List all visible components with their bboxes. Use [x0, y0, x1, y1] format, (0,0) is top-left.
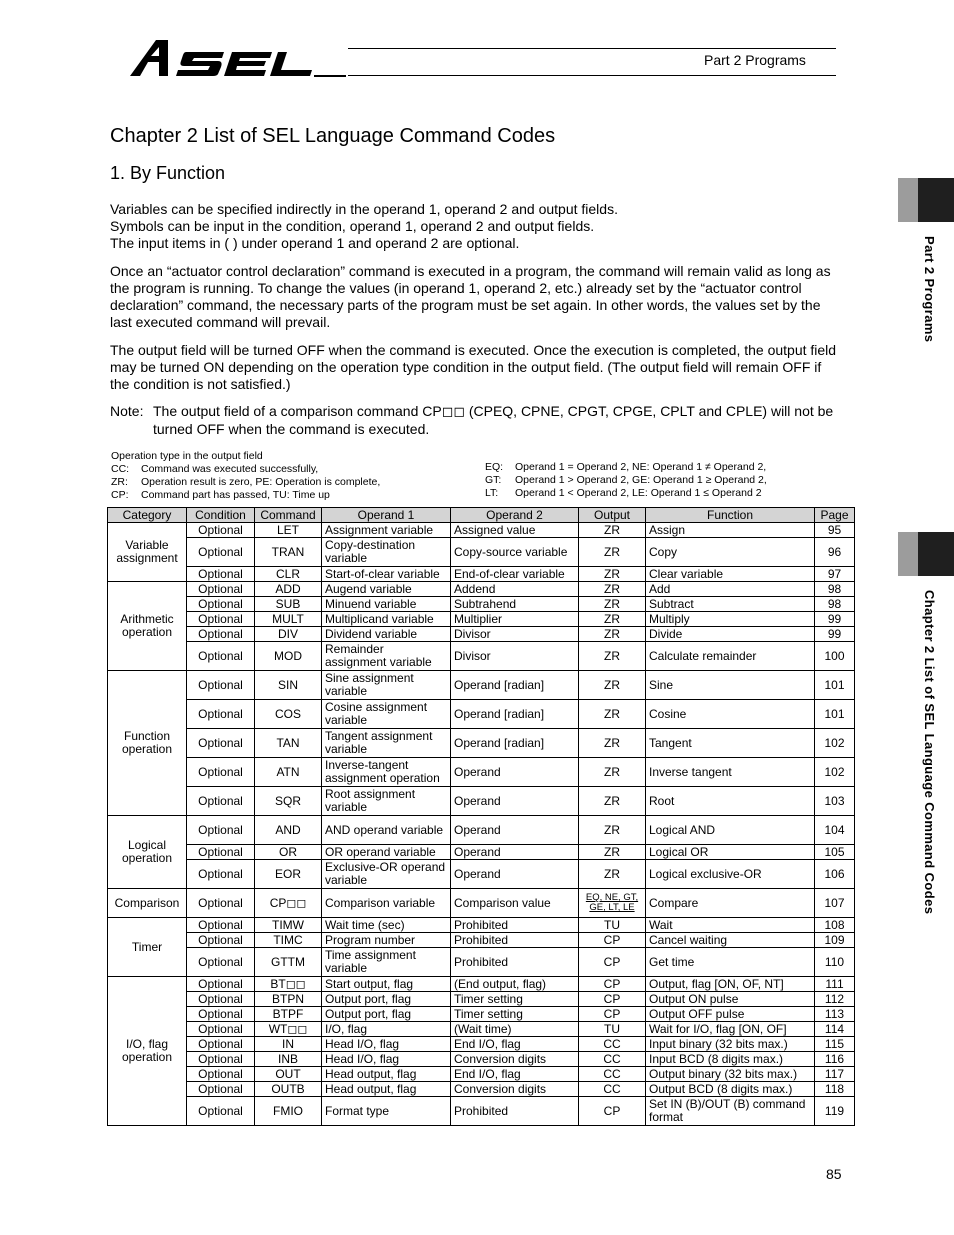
table-cell: CC	[579, 1067, 646, 1082]
table-cell: ZR	[579, 729, 646, 758]
table-cell: Cancel waiting	[646, 933, 815, 948]
table-cell: Optional	[187, 1052, 255, 1067]
table-cell: Output port, flag	[322, 1007, 451, 1022]
table-cell: Output binary (32 bits max.)	[646, 1067, 815, 1082]
table-cell: Sine	[646, 671, 815, 700]
table-row	[108, 523, 855, 538]
table-cell: Root assignment variable	[322, 787, 451, 816]
table-cell: OUTB	[255, 1082, 322, 1097]
table-cell: Optional	[187, 787, 255, 816]
table-cell: Operand [radian]	[451, 729, 579, 758]
table-cell: Input BCD (8 digits max.)	[646, 1052, 815, 1067]
table-cell: Start output, flag	[322, 977, 451, 992]
table-cell: Divisor	[451, 642, 579, 671]
table-cell: Output OFF pulse	[646, 1007, 815, 1022]
table-cell: Minuend variable	[322, 597, 451, 612]
side-tab-chapter-label: Chapter 2 List of SEL Language Command Codes	[922, 590, 937, 915]
table-cell: Operand	[451, 860, 579, 889]
table-cell: Optional	[187, 700, 255, 729]
table-cell: Multiplicand variable	[322, 612, 451, 627]
table-cell: IN	[255, 1037, 322, 1052]
table-cell: Logical AND	[646, 816, 815, 845]
table-cell: CP	[579, 948, 646, 977]
table-cell: Wait for I/O, flag [ON, OF]	[646, 1022, 815, 1037]
category-cell: Arithmetic operation	[108, 582, 187, 671]
legend-comparison	[485, 461, 767, 500]
header-rule-bottom	[348, 75, 836, 76]
column-header: Output	[579, 508, 646, 523]
category-cell: Logical operation	[108, 816, 187, 889]
table-row	[108, 977, 855, 992]
table-cell: SUB	[255, 597, 322, 612]
table-cell: Head output, flag	[322, 1067, 451, 1082]
table-cell: Inverse tangent	[646, 758, 815, 787]
table-cell: EOR	[255, 860, 322, 889]
table-cell: 112	[815, 992, 855, 1007]
table-cell: Optional	[187, 816, 255, 845]
table-cell: Subtract	[646, 597, 815, 612]
table-cell: Program number	[322, 933, 451, 948]
table-cell: EQ, NE, GT, GE, LT, LE	[579, 889, 646, 918]
side-tab-marker-chapter	[898, 532, 918, 576]
table-cell: Multiply	[646, 612, 815, 627]
table-cell: Wait time (sec)	[322, 918, 451, 933]
table-cell: Head I/O, flag	[322, 1052, 451, 1067]
table-cell: 108	[815, 918, 855, 933]
table-cell: Optional	[187, 845, 255, 860]
table-cell: Output, flag [ON, OF, NT]	[646, 977, 815, 992]
table-cell: Copy-destination variable	[322, 538, 451, 567]
table-cell: Optional	[187, 933, 255, 948]
table-cell: ZR	[579, 700, 646, 729]
note-label: Note:	[110, 403, 144, 419]
table-cell: 107	[815, 889, 855, 918]
table-cell: Exclusive-OR operand variable	[322, 860, 451, 889]
table-cell: 99	[815, 612, 855, 627]
table-cell: Optional	[187, 567, 255, 582]
table-row	[108, 538, 855, 567]
legend-item: ZR: Operation result is zero, PE: Operation is complete,	[111, 476, 381, 488]
table-cell: 98	[815, 582, 855, 597]
table-cell: Comparison value	[451, 889, 579, 918]
table-cell: Timer setting	[451, 1007, 579, 1022]
table-row	[108, 918, 855, 933]
note	[110, 402, 838, 438]
table-cell: Head output, flag	[322, 1082, 451, 1097]
table-cell: ZR	[579, 597, 646, 612]
table-row	[108, 642, 855, 671]
table-cell: 110	[815, 948, 855, 977]
category-cell: Timer	[108, 918, 187, 977]
column-header: Operand 2	[451, 508, 579, 523]
paragraph-output-field: The output field will be turned OFF when the command is executed. Once the execution is completed, the output field may be turned ON depending on the operation type condition in the output field. (The output field will remain OFF if the condition is not satisfied.)	[110, 342, 837, 392]
table-cell: ZR	[579, 627, 646, 642]
table-cell: 104	[815, 816, 855, 845]
table-cell: Optional	[187, 582, 255, 597]
table-cell: ZR	[579, 671, 646, 700]
table-cell: 111	[815, 977, 855, 992]
table-row	[108, 729, 855, 758]
table-cell: Head I/O, flag	[322, 1037, 451, 1052]
column-header: Page	[815, 508, 855, 523]
table-cell: AND operand variable	[322, 816, 451, 845]
table-row	[108, 992, 855, 1007]
table-row	[108, 1022, 855, 1037]
table-cell: ZR	[579, 816, 646, 845]
table-cell: Wait	[646, 918, 815, 933]
table-cell: Optional	[187, 627, 255, 642]
table-cell: 109	[815, 933, 855, 948]
table-cell: TRAN	[255, 538, 322, 567]
table-row	[108, 1037, 855, 1052]
table-row	[108, 1007, 855, 1022]
table-cell: BTPN	[255, 992, 322, 1007]
table-cell: FMIO	[255, 1097, 322, 1126]
table-cell: ZR	[579, 758, 646, 787]
table-cell: ZR	[579, 860, 646, 889]
table-cell: CC	[579, 1052, 646, 1067]
table-cell: 116	[815, 1052, 855, 1067]
paragraph-variables: Variables can be specified indirectly in the operand 1, operand 2 and output fields.	[110, 201, 618, 217]
table-cell: Inverse-tangent assignment operation	[322, 758, 451, 787]
table-cell: CLR	[255, 567, 322, 582]
table-cell: ZR	[579, 845, 646, 860]
category-cell: Function operation	[108, 671, 187, 816]
header-part-label: Part 2 Programs	[704, 52, 806, 68]
table-row	[108, 1082, 855, 1097]
table-cell: SQR	[255, 787, 322, 816]
table-cell: Optional	[187, 642, 255, 671]
legend-item: GT: Operand 1 > Operand 2, GE: Operand 1 ≥ Operand 2,	[485, 474, 767, 486]
table-cell: TIMW	[255, 918, 322, 933]
table-cell: Operand	[451, 758, 579, 787]
table-cell: Output BCD (8 digits max.)	[646, 1082, 815, 1097]
table-cell: Optional	[187, 597, 255, 612]
table-cell: BT◻◻	[255, 977, 322, 992]
table-row	[108, 845, 855, 860]
page-number: 85	[826, 1166, 842, 1182]
column-header: Command	[255, 508, 322, 523]
table-row	[108, 627, 855, 642]
table-cell: 114	[815, 1022, 855, 1037]
chapter-title: Chapter 2 List of SEL Language Command Codes	[110, 125, 556, 147]
table-cell: CP	[579, 992, 646, 1007]
table-cell: 113	[815, 1007, 855, 1022]
table-cell: AND	[255, 816, 322, 845]
table-cell: Divide	[646, 627, 815, 642]
table-cell: Add	[646, 582, 815, 597]
table-cell: 102	[815, 729, 855, 758]
table-cell: MOD	[255, 642, 322, 671]
table-cell: TU	[579, 918, 646, 933]
table-cell: Augend variable	[322, 582, 451, 597]
table-cell: 99	[815, 627, 855, 642]
table-cell: Comparison variable	[322, 889, 451, 918]
table-cell: Clear variable	[646, 567, 815, 582]
table-cell: 103	[815, 787, 855, 816]
table-cell: 105	[815, 845, 855, 860]
table-cell: ADD	[255, 582, 322, 597]
table-cell: Start-of-clear variable	[322, 567, 451, 582]
table-header-row	[108, 508, 855, 523]
table-row	[108, 758, 855, 787]
table-cell: Compare	[646, 889, 815, 918]
table-cell: TU	[579, 1022, 646, 1037]
table-cell: Input binary (32 bits max.)	[646, 1037, 815, 1052]
table-cell: WT◻◻	[255, 1022, 322, 1037]
table-cell: Conversion digits	[451, 1082, 579, 1097]
table-row	[108, 582, 855, 597]
table-cell: 100	[815, 642, 855, 671]
table-cell: INB	[255, 1052, 322, 1067]
table-cell: CP	[579, 1007, 646, 1022]
table-cell: OR	[255, 845, 322, 860]
table-cell: Calculate remainder	[646, 642, 815, 671]
category-cell: Comparison	[108, 889, 187, 918]
table-cell: ZR	[579, 523, 646, 538]
table-cell: Root	[646, 787, 815, 816]
table-cell: Optional	[187, 889, 255, 918]
table-cell: Timer setting	[451, 992, 579, 1007]
table-row	[108, 612, 855, 627]
table-cell: Remainder assignment variable	[322, 642, 451, 671]
legend-item: EQ: Operand 1 = Operand 2, NE: Operand 1 ≠ Operand 2,	[485, 461, 767, 473]
table-cell: CC	[579, 1037, 646, 1052]
header-rule-top	[348, 48, 836, 49]
table-cell: 101	[815, 671, 855, 700]
table-cell: I/O, flag	[322, 1022, 451, 1037]
table-row	[108, 816, 855, 845]
table-body	[108, 523, 855, 1126]
table-row	[108, 787, 855, 816]
table-cell: Optional	[187, 1022, 255, 1037]
table-cell: Optional	[187, 538, 255, 567]
table-cell: Copy	[646, 538, 815, 567]
table-cell: Optional	[187, 948, 255, 977]
table-cell: Time assignment variable	[322, 948, 451, 977]
table-cell: Operand	[451, 787, 579, 816]
table-cell: Multiplier	[451, 612, 579, 627]
table-cell: ZR	[579, 582, 646, 597]
table-cell: Operand [radian]	[451, 700, 579, 729]
table-cell: COS	[255, 700, 322, 729]
table-cell: Tangent assignment variable	[322, 729, 451, 758]
table-cell: Assigned value	[451, 523, 579, 538]
paragraph-actuator-declaration: Once an “actuator control declaration” command is executed in a program, the command will remain valid as long as the program is running. To change the values (in operand 1, operand 2, etc.) already set by the “actuator control declaration” command, the necessary parts of the program must be set again. In other words, the values set by the last executed command will prevail.	[110, 263, 831, 330]
table-row	[108, 933, 855, 948]
table-cell: Prohibited	[451, 1097, 579, 1126]
table-cell: 115	[815, 1037, 855, 1052]
table-cell: 106	[815, 860, 855, 889]
table-row	[108, 567, 855, 582]
table-cell: ZR	[579, 642, 646, 671]
table-cell: Get time	[646, 948, 815, 977]
table-cell: (End output, flag)	[451, 977, 579, 992]
table-cell: Optional	[187, 1097, 255, 1126]
table-cell: Optional	[187, 918, 255, 933]
table-cell: ZR	[579, 567, 646, 582]
command-table	[107, 507, 855, 1126]
table-cell: Logical OR	[646, 845, 815, 860]
table-cell: ZR	[579, 612, 646, 627]
table-cell: Cosine	[646, 700, 815, 729]
table-cell: Optional	[187, 729, 255, 758]
table-cell: Optional	[187, 977, 255, 992]
legend-operation-type	[111, 450, 380, 502]
table-cell: Prohibited	[451, 918, 579, 933]
table-row	[108, 700, 855, 729]
table-cell: Logical exclusive-OR	[646, 860, 815, 889]
table-cell: CP	[579, 1097, 646, 1126]
table-cell: Optional	[187, 758, 255, 787]
table-row	[108, 860, 855, 889]
table-cell: Tangent	[646, 729, 815, 758]
table-cell: Optional	[187, 671, 255, 700]
table-row	[108, 1052, 855, 1067]
table-cell: Optional	[187, 523, 255, 538]
table-row	[108, 1067, 855, 1082]
table-cell: Prohibited	[451, 933, 579, 948]
side-tab-marker-part	[898, 178, 918, 222]
asel-logo	[128, 36, 348, 78]
table-cell: End I/O, flag	[451, 1067, 579, 1082]
table-cell: DIV	[255, 627, 322, 642]
side-tab-part-label: Part 2 Programs	[922, 236, 937, 343]
table-cell: Sine assignment variable	[322, 671, 451, 700]
table-cell: End-of-clear variable	[451, 567, 579, 582]
table-cell: SIN	[255, 671, 322, 700]
table-cell: CP	[579, 933, 646, 948]
table-cell: Optional	[187, 992, 255, 1007]
table-cell: ZR	[579, 538, 646, 567]
table-cell: Optional	[187, 860, 255, 889]
table-cell: 95	[815, 523, 855, 538]
table-cell: Conversion digits	[451, 1052, 579, 1067]
table-cell: Dividend variable	[322, 627, 451, 642]
table-cell: Output ON pulse	[646, 992, 815, 1007]
table-cell: LET	[255, 523, 322, 538]
table-row	[108, 1097, 855, 1126]
table-cell: 102	[815, 758, 855, 787]
legend-item: LT: Operand 1 < Operand 2, LE: Operand 1 ≤ Operand 2	[485, 487, 762, 499]
table-cell: Operand	[451, 816, 579, 845]
table-cell: 117	[815, 1067, 855, 1082]
table-row	[108, 889, 855, 918]
table-cell: OUT	[255, 1067, 322, 1082]
legend-item: CC: Command was executed successfully,	[111, 463, 319, 475]
table-cell: Optional	[187, 1082, 255, 1097]
note-text: The output field of a comparison command CP◻◻ (CPEQ, CPNE, CPGT, CPGE, CPLT and CPLE) will not be turned OFF when the command is executed.	[153, 403, 834, 437]
table-cell: BTPF	[255, 1007, 322, 1022]
table-row	[108, 671, 855, 700]
column-header: Condition	[187, 508, 255, 523]
table-cell: Prohibited	[451, 948, 579, 977]
table-cell: ATN	[255, 758, 322, 787]
table-cell: Optional	[187, 612, 255, 627]
category-cell: I/O, flag operation	[108, 977, 187, 1126]
legend-item: CP: Command part has passed, TU: Time up	[111, 489, 330, 501]
table-cell: (Wait time)	[451, 1022, 579, 1037]
legend-title: Operation type in the output field	[111, 450, 263, 462]
table-cell: 98	[815, 597, 855, 612]
table-cell: Set IN (B)/OUT (B) command format	[646, 1097, 815, 1126]
table-cell: Divisor	[451, 627, 579, 642]
table-row	[108, 948, 855, 977]
section-title: 1. By Function	[110, 163, 226, 183]
side-tab-block-part	[918, 178, 954, 222]
table-cell: CC	[579, 1082, 646, 1097]
table-cell: Subtrahend	[451, 597, 579, 612]
column-header: Function	[646, 508, 815, 523]
table-cell: End I/O, flag	[451, 1037, 579, 1052]
table-cell: Format type	[322, 1097, 451, 1126]
table-cell: Assignment variable	[322, 523, 451, 538]
table-cell: CP◻◻	[255, 889, 322, 918]
side-tab-block-chapter	[918, 532, 954, 576]
table-cell: TAN	[255, 729, 322, 758]
table-cell: Addend	[451, 582, 579, 597]
table-cell: Output port, flag	[322, 992, 451, 1007]
paragraph-symbols: Symbols can be input in the condition, operand 1, operand 2 and output fields.	[110, 218, 595, 234]
table-cell: 118	[815, 1082, 855, 1097]
table-cell: OR operand variable	[322, 845, 451, 860]
table-cell: 101	[815, 700, 855, 729]
table-cell: Copy-source variable	[451, 538, 579, 567]
table-cell: Operand	[451, 845, 579, 860]
table-cell: GTTM	[255, 948, 322, 977]
table-cell: 119	[815, 1097, 855, 1126]
table-cell: 96	[815, 538, 855, 567]
column-header: Category	[108, 508, 187, 523]
table-row	[108, 597, 855, 612]
table-cell: Cosine assignment variable	[322, 700, 451, 729]
table-cell: Optional	[187, 1037, 255, 1052]
paragraph-optional-items: The input items in ( ) under operand 1 and operand 2 are optional.	[110, 235, 520, 251]
table-cell: Optional	[187, 1067, 255, 1082]
table-cell: Assign	[646, 523, 815, 538]
table-cell: MULT	[255, 612, 322, 627]
table-cell: Optional	[187, 1007, 255, 1022]
table-cell: Operand [radian]	[451, 671, 579, 700]
table-cell: TIMC	[255, 933, 322, 948]
table-cell: CP	[579, 977, 646, 992]
table-cell: 97	[815, 567, 855, 582]
table-cell: ZR	[579, 787, 646, 816]
category-cell: Variable assignment	[108, 523, 187, 582]
column-header: Operand 1	[322, 508, 451, 523]
